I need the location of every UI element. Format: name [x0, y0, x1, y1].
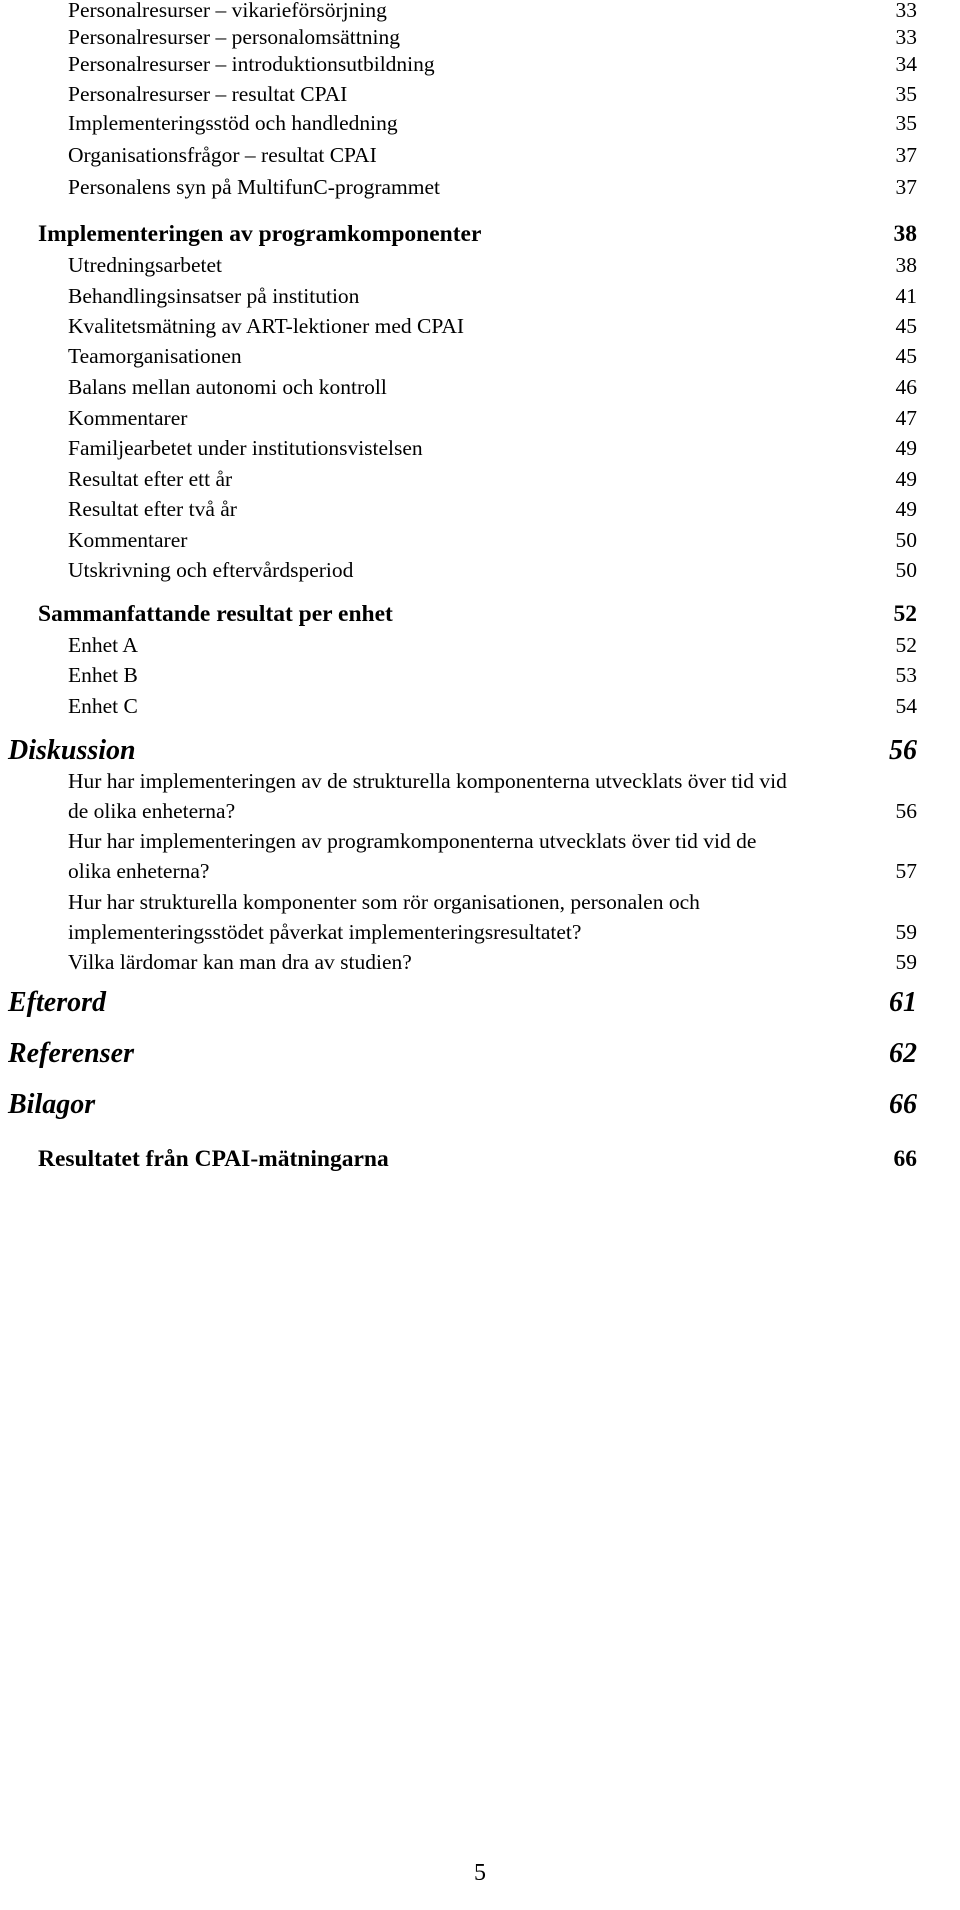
toc-entry-title: implementeringsstödet påverkat implementeringsresultatet? — [68, 920, 582, 944]
toc-entry — [68, 663, 917, 688]
toc-entry — [68, 920, 917, 945]
toc-entry — [68, 143, 917, 168]
toc-entry — [68, 558, 917, 583]
toc-entry-title: de olika enheterna? — [68, 799, 236, 823]
toc-entry-page: 53 — [895, 663, 917, 687]
toc-entry — [68, 314, 917, 339]
toc-entry-title: Kommentarer — [68, 406, 188, 430]
toc-entry-page: 45 — [895, 344, 917, 368]
toc-entry-title: Kommentarer — [68, 528, 188, 552]
toc-entry — [68, 694, 917, 719]
toc-entry-page: 62 — [889, 1038, 917, 1069]
toc-chapter-heading — [8, 1038, 917, 1070]
toc-entry-page: 45 — [895, 314, 917, 338]
toc-entry — [68, 375, 917, 400]
toc-entry-title: Familjearbetet under institutionsvistelsen — [68, 436, 423, 460]
toc-entry-page: 59 — [895, 950, 917, 974]
toc-entry — [68, 175, 917, 200]
toc-entry-page: 33 — [895, 0, 917, 22]
toc-entry-page: 37 — [895, 143, 917, 167]
toc-entry-title: Efterord — [8, 987, 106, 1018]
toc-entry — [68, 52, 917, 77]
toc-entry — [68, 950, 917, 975]
toc-entry-page: 56 — [895, 799, 917, 823]
toc-entry — [68, 111, 917, 136]
toc-entry-title: Behandlingsinsatser på institution — [68, 284, 360, 308]
toc-entry-title: Organisationsfrågor – resultat CPAI — [68, 143, 377, 167]
toc-entry-line1: Hur har strukturella komponenter som rör organisationen, personalen och — [68, 890, 700, 914]
toc-chapter-heading — [8, 987, 917, 1019]
toc-entry — [68, 528, 917, 553]
toc-entry — [68, 633, 917, 658]
toc-entry-page: 35 — [895, 111, 917, 135]
toc-entry-page: 57 — [895, 859, 917, 883]
toc-chapter-heading — [8, 735, 917, 767]
toc-entry-title: Personalresurser – introduktionsutbildning — [68, 52, 435, 76]
toc-entry-title: Resultatet från CPAI-mätningarna — [38, 1146, 389, 1172]
toc-entry-page: 37 — [895, 175, 917, 199]
toc-entry-title: Bilagor — [8, 1089, 96, 1120]
toc-entry-title: Diskussion — [8, 735, 136, 766]
toc-entry-page: 49 — [895, 436, 917, 460]
toc-entry-title: Sammanfattande resultat per enhet — [38, 601, 393, 627]
toc-entry — [68, 406, 917, 431]
toc-entry-title: Balans mellan autonomi och kontroll — [68, 375, 387, 399]
toc-entry — [68, 467, 917, 492]
toc-entry-title: Utredningsarbetet — [68, 253, 223, 277]
toc-entry-page: 66 — [889, 1089, 917, 1120]
toc-entry-page: 47 — [895, 406, 917, 430]
toc-entry-page: 66 — [893, 1146, 917, 1172]
toc-entry-title: Utskrivning och eftervårdsperiod — [68, 558, 354, 582]
toc-entry-page: 35 — [895, 82, 917, 106]
toc-entry — [68, 497, 917, 522]
toc-entry-page: 54 — [895, 694, 917, 718]
toc-entry-line1: Hur har implementeringen av programkomponenterna utvecklats över tid vid de — [68, 829, 757, 853]
toc-entry-page: 38 — [893, 221, 917, 247]
toc-entry-title: olika enheterna? — [68, 859, 210, 883]
toc-entry — [68, 859, 917, 884]
toc-entry-title: Vilka lärdomar kan man dra av studien? — [68, 950, 412, 974]
toc-entry-page: 61 — [889, 987, 917, 1018]
toc-entry — [68, 344, 917, 369]
toc-entry — [68, 253, 917, 278]
toc-entry-page: 33 — [895, 25, 917, 49]
toc-section-heading — [38, 1146, 917, 1173]
toc-entry-title: Personalresurser – resultat CPAI — [68, 82, 348, 106]
toc-entry-title: Enhet B — [68, 663, 138, 687]
toc-entry-page: 59 — [895, 920, 917, 944]
toc-entry — [68, 799, 917, 824]
toc-entry-title: Implementeringsstöd och handledning — [68, 111, 398, 135]
toc-entry-page: 49 — [895, 497, 917, 521]
toc-chapter-heading — [8, 1089, 917, 1121]
toc-entry-page: 56 — [889, 735, 917, 766]
toc-entry-title: Referenser — [8, 1038, 134, 1069]
toc-entry-page: 38 — [895, 253, 917, 277]
toc-entry-page: 50 — [895, 528, 917, 552]
toc-entry-title: Enhet C — [68, 694, 138, 718]
toc-entry-title: Resultat efter två år — [68, 497, 237, 521]
toc-entry-line1: Hur har implementeringen av de strukturella komponenterna utvecklats över tid vid — [68, 769, 787, 793]
toc-entry — [68, 82, 917, 107]
toc-entry — [68, 436, 917, 461]
toc-entry-title: Personalresurser – personalomsättning — [68, 25, 400, 49]
toc-entry-page: 52 — [895, 633, 917, 657]
toc-entry — [68, 25, 917, 50]
toc-entry-page: 50 — [895, 558, 917, 582]
toc-entry-page: 49 — [895, 467, 917, 491]
toc-entry-page: 46 — [895, 375, 917, 399]
page-number: 5 — [474, 1860, 486, 1886]
toc-entry-title: Teamorganisationen — [68, 344, 242, 368]
toc-entry-title: Implementeringen av programkomponenter — [38, 221, 482, 247]
toc-entry-page: 41 — [895, 284, 917, 308]
toc-entry-title: Kvalitetsmätning av ART-lektioner med CPAI — [68, 314, 465, 338]
toc-section-heading — [38, 601, 917, 628]
toc-entry-title: Resultat efter ett år — [68, 467, 233, 491]
toc-entry — [68, 284, 917, 309]
toc-entry-title: Enhet A — [68, 633, 138, 657]
toc-section-heading — [38, 221, 917, 248]
toc-entry-title: Personalresurser – vikarieförsörjning — [68, 0, 387, 22]
toc-entry-page: 52 — [893, 601, 917, 627]
toc-entry — [68, 0, 917, 23]
toc-entry-title: Personalens syn på MultifunC-programmet — [68, 175, 441, 199]
toc-entry-page: 34 — [895, 52, 917, 76]
